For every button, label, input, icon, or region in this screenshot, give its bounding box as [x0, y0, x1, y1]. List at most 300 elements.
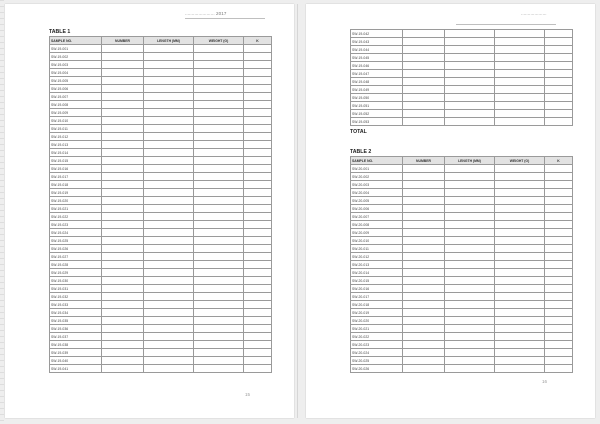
right-page — [306, 4, 595, 418]
table-cell — [244, 141, 272, 149]
table-cell — [194, 213, 244, 221]
table-cell — [545, 309, 573, 317]
table-cell — [244, 253, 272, 261]
table-cell — [244, 237, 272, 245]
table-cell — [403, 293, 445, 301]
table-cell — [102, 229, 144, 237]
table-cell — [102, 245, 144, 253]
table-cell — [194, 109, 244, 117]
table-cell — [445, 309, 495, 317]
table-cell — [144, 109, 194, 117]
table-cell: SW-19-052 — [351, 110, 403, 118]
table-row — [351, 349, 573, 357]
table-cell — [144, 45, 194, 53]
table-cell: SW-20-012 — [351, 253, 403, 261]
table-cell — [545, 54, 573, 62]
table-cell — [545, 46, 573, 54]
table-cell: SW-19-029 — [50, 269, 102, 277]
table-row — [351, 229, 573, 237]
table-cell: SW-19-011 — [50, 125, 102, 133]
table-row — [351, 317, 573, 325]
table-cell — [495, 349, 545, 357]
table-cell — [495, 285, 545, 293]
table-cell: SW-19-020 — [50, 197, 102, 205]
table-cell — [445, 365, 495, 373]
table-cell — [244, 309, 272, 317]
table-row — [50, 77, 272, 85]
table-cell — [194, 133, 244, 141]
table-cell: SW-19-013 — [50, 141, 102, 149]
table-cell — [495, 229, 545, 237]
table-cell: SW-20-019 — [351, 309, 403, 317]
table-cell — [495, 197, 545, 205]
table-cell — [194, 141, 244, 149]
table-cell: SW-20-002 — [351, 173, 403, 181]
table-cell: SW-20-015 — [351, 277, 403, 285]
table-cell — [102, 69, 144, 77]
table-cell: SW-19-046 — [351, 62, 403, 70]
table-cell: SW-19-044 — [351, 46, 403, 54]
table-cell — [403, 325, 445, 333]
table-cell — [495, 181, 545, 189]
table-cell — [144, 117, 194, 125]
table-cell: SW-19-033 — [50, 301, 102, 309]
table-cell — [102, 221, 144, 229]
table-cell — [194, 197, 244, 205]
table-cell — [244, 117, 272, 125]
table-row — [351, 253, 573, 261]
table-cell — [244, 293, 272, 301]
table-cell — [545, 237, 573, 245]
table-cell: SW-19-053 — [351, 118, 403, 126]
table-cell — [144, 173, 194, 181]
table-cell — [194, 165, 244, 173]
table-cell — [244, 301, 272, 309]
table-row — [50, 181, 272, 189]
table-cell — [445, 253, 495, 261]
page-number: 15 — [245, 392, 251, 397]
table-cell — [194, 253, 244, 261]
table-cell — [495, 245, 545, 253]
data-table-continued — [350, 29, 573, 126]
table-cell: SW-20-017 — [351, 293, 403, 301]
table-cell — [194, 157, 244, 165]
table-cell: SW-19-025 — [50, 237, 102, 245]
table-cell — [545, 285, 573, 293]
table-cell: SW-20-005 — [351, 197, 403, 205]
table-cell — [194, 277, 244, 285]
table-row — [50, 213, 272, 221]
table-cell — [545, 229, 573, 237]
table-cell — [244, 213, 272, 221]
table-cell: SW-19-028 — [50, 261, 102, 269]
running-header: ................... — [521, 11, 547, 16]
table-cell — [244, 261, 272, 269]
table-cell — [445, 269, 495, 277]
table-cell — [495, 261, 545, 269]
table-cell — [495, 110, 545, 118]
table-row — [50, 277, 272, 285]
table-cell — [445, 165, 495, 173]
table-cell — [403, 46, 445, 54]
table-cell — [244, 349, 272, 357]
table-cell — [403, 341, 445, 349]
table-cell — [194, 309, 244, 317]
table-cell — [194, 61, 244, 69]
table-cell: SW-19-014 — [50, 149, 102, 157]
table-cell — [194, 293, 244, 301]
table-cell — [495, 102, 545, 110]
table-row — [50, 245, 272, 253]
table-row — [50, 325, 272, 333]
table-cell: SW-19-047 — [351, 70, 403, 78]
table-cell — [403, 277, 445, 285]
table-cell: SW-19-001 — [50, 45, 102, 53]
table-cell — [403, 237, 445, 245]
table-row — [351, 221, 573, 229]
table-cell — [545, 261, 573, 269]
table-cell — [102, 53, 144, 61]
table-cell — [102, 317, 144, 325]
table-row — [50, 317, 272, 325]
table-cell: SW-20-021 — [351, 325, 403, 333]
table-cell — [495, 205, 545, 213]
table-cell: SW-19-024 — [50, 229, 102, 237]
table-cell — [102, 93, 144, 101]
table-cell — [495, 317, 545, 325]
table-cell: SW-20-003 — [351, 181, 403, 189]
table-cell — [144, 165, 194, 173]
table-row — [351, 62, 573, 70]
table-cell: SW-19-012 — [50, 133, 102, 141]
table-cell — [102, 341, 144, 349]
table-row — [50, 333, 272, 341]
table-cell — [144, 157, 194, 165]
table-cell — [144, 141, 194, 149]
table-cell — [102, 165, 144, 173]
table-cell — [403, 110, 445, 118]
table-row — [50, 165, 272, 173]
header-rule — [456, 24, 556, 25]
table-cell — [495, 78, 545, 86]
table-cell — [403, 181, 445, 189]
table-cell — [244, 53, 272, 61]
table-row — [50, 101, 272, 109]
table-cell — [244, 189, 272, 197]
table-row — [50, 189, 272, 197]
table-cell — [403, 285, 445, 293]
table-cell — [194, 237, 244, 245]
table-cell — [102, 325, 144, 333]
table-row — [50, 365, 272, 373]
table-cell — [403, 118, 445, 126]
table-cell: SW-19-045 — [351, 54, 403, 62]
table-row — [351, 118, 573, 126]
table-cell — [545, 317, 573, 325]
table-cell — [545, 110, 573, 118]
table-cell — [194, 245, 244, 253]
table-row — [351, 325, 573, 333]
table-cell — [244, 133, 272, 141]
table-cell — [545, 269, 573, 277]
table-row — [351, 86, 573, 94]
table-cell — [495, 341, 545, 349]
table-row — [50, 93, 272, 101]
table-cell — [445, 245, 495, 253]
table-cell — [102, 269, 144, 277]
table-row — [50, 149, 272, 157]
table-row — [50, 61, 272, 69]
table-cell — [144, 205, 194, 213]
table-cell — [144, 149, 194, 157]
table-cell — [545, 38, 573, 46]
table-cell: SW-19-015 — [50, 157, 102, 165]
table-cell — [445, 237, 495, 245]
table-cell — [495, 357, 545, 365]
table-cell: SW-19-034 — [50, 309, 102, 317]
table-cell — [495, 38, 545, 46]
table-row — [351, 213, 573, 221]
table-cell — [194, 45, 244, 53]
table-cell: SW-19-030 — [50, 277, 102, 285]
table-cell — [495, 189, 545, 197]
table-cell — [102, 253, 144, 261]
table-row — [50, 269, 272, 277]
table-cell — [495, 365, 545, 373]
table-cell — [102, 189, 144, 197]
table-cell: SW-20-013 — [351, 261, 403, 269]
table-cell — [244, 269, 272, 277]
table-cell — [495, 213, 545, 221]
table-cell — [144, 341, 194, 349]
table-cell — [495, 301, 545, 309]
table-cell — [445, 205, 495, 213]
table-cell — [244, 277, 272, 285]
table-cell — [244, 229, 272, 237]
table-cell — [102, 181, 144, 189]
table-row — [351, 301, 573, 309]
table-cell — [102, 365, 144, 373]
table-row — [50, 349, 272, 357]
table-row — [351, 46, 573, 54]
table-cell: SW-20-023 — [351, 341, 403, 349]
table-cell — [495, 237, 545, 245]
table-cell — [545, 70, 573, 78]
column-header: K — [244, 37, 272, 45]
table-cell — [244, 197, 272, 205]
table-row — [50, 45, 272, 53]
table-cell — [495, 253, 545, 261]
table-cell: SW-19-027 — [50, 253, 102, 261]
table-cell: SW-19-007 — [50, 93, 102, 101]
table-cell — [144, 69, 194, 77]
table-cell — [545, 221, 573, 229]
table-cell — [545, 277, 573, 285]
table-cell: SW-20-004 — [351, 189, 403, 197]
table-cell — [102, 125, 144, 133]
table-cell — [495, 46, 545, 54]
table-cell — [403, 70, 445, 78]
table-cell: SW-20-020 — [351, 317, 403, 325]
table-row — [50, 133, 272, 141]
table-cell — [445, 110, 495, 118]
table-cell: SW-20-018 — [351, 301, 403, 309]
table-cell — [244, 245, 272, 253]
table-cell — [244, 101, 272, 109]
table-cell — [144, 229, 194, 237]
table-cell — [144, 213, 194, 221]
table-cell — [403, 38, 445, 46]
table-cell — [144, 101, 194, 109]
table-cell: SW-20-009 — [351, 229, 403, 237]
table-cell — [545, 173, 573, 181]
table-cell — [144, 325, 194, 333]
table-cell — [102, 197, 144, 205]
table-cell — [445, 213, 495, 221]
table-cell — [144, 365, 194, 373]
table-cell: SW-19-049 — [351, 86, 403, 94]
table-cell — [244, 181, 272, 189]
table-row — [351, 205, 573, 213]
table-cell — [445, 70, 495, 78]
table-cell — [144, 221, 194, 229]
table-cell — [495, 173, 545, 181]
table-cell — [545, 357, 573, 365]
table-cell — [244, 69, 272, 77]
column-header: NUMBER — [102, 37, 144, 45]
table-cell — [495, 86, 545, 94]
table-cell — [194, 261, 244, 269]
table-cell: SW-19-006 — [50, 85, 102, 93]
table-cell — [445, 102, 495, 110]
table-cell — [144, 261, 194, 269]
table-row — [351, 245, 573, 253]
table-cell — [445, 118, 495, 126]
table-cell — [194, 229, 244, 237]
table-cell — [194, 341, 244, 349]
table-row — [50, 221, 272, 229]
table-row — [50, 141, 272, 149]
table-cell — [445, 357, 495, 365]
table-cell — [403, 261, 445, 269]
table-cell — [495, 30, 545, 38]
table-cell: SW-19-023 — [50, 221, 102, 229]
table-cell — [244, 149, 272, 157]
table-cell — [244, 125, 272, 133]
table-cell: SW-20-011 — [351, 245, 403, 253]
table-cell — [545, 197, 573, 205]
table-cell: SW-20-016 — [351, 285, 403, 293]
table-cell — [194, 85, 244, 93]
table-cell — [403, 94, 445, 102]
table-cell — [144, 237, 194, 245]
table-cell — [244, 317, 272, 325]
table-row — [50, 237, 272, 245]
table-cell: SW-19-043 — [351, 38, 403, 46]
table-cell — [403, 213, 445, 221]
table-cell — [194, 205, 244, 213]
table-cell: SW-19-016 — [50, 165, 102, 173]
table-row — [351, 94, 573, 102]
table-cell — [102, 109, 144, 117]
table-cell: SW-20-008 — [351, 221, 403, 229]
table-cell — [445, 46, 495, 54]
table-row — [351, 341, 573, 349]
table-cell: SW-19-035 — [50, 317, 102, 325]
table-cell — [144, 93, 194, 101]
table-cell — [244, 157, 272, 165]
table-cell — [445, 333, 495, 341]
table-cell — [403, 333, 445, 341]
table-cell: SW-19-010 — [50, 117, 102, 125]
table-row — [50, 341, 272, 349]
table-row — [351, 309, 573, 317]
table-cell — [495, 277, 545, 285]
table-cell — [403, 253, 445, 261]
table-row — [50, 117, 272, 125]
table-label: TABLE 1 — [49, 29, 71, 35]
table-cell: SW-19-003 — [50, 61, 102, 69]
table-row — [50, 293, 272, 301]
table-cell — [495, 293, 545, 301]
table-cell — [194, 349, 244, 357]
table-cell: SW-19-036 — [50, 325, 102, 333]
table-cell — [403, 357, 445, 365]
table-cell — [102, 101, 144, 109]
table-cell — [194, 181, 244, 189]
table-row — [50, 357, 272, 365]
table-row — [351, 333, 573, 341]
running-header: ...................... 2017 — [185, 11, 227, 16]
table-row — [50, 69, 272, 77]
table-cell — [545, 245, 573, 253]
table-cell — [244, 333, 272, 341]
table-cell — [445, 285, 495, 293]
page-edge-binding — [0, 0, 4, 424]
table-cell — [102, 333, 144, 341]
table-cell — [495, 165, 545, 173]
table-cell — [194, 357, 244, 365]
table-cell — [194, 93, 244, 101]
table-cell — [445, 277, 495, 285]
table-row — [50, 261, 272, 269]
table-cell: SW-20-022 — [351, 333, 403, 341]
table-row — [50, 229, 272, 237]
table-row — [351, 197, 573, 205]
table-cell — [144, 357, 194, 365]
table-cell — [495, 54, 545, 62]
table-cell: SW-19-021 — [50, 205, 102, 213]
table-cell — [403, 301, 445, 309]
table-cell — [102, 237, 144, 245]
table-cell — [244, 365, 272, 373]
table-cell — [545, 62, 573, 70]
table-cell — [102, 141, 144, 149]
table-cell — [545, 102, 573, 110]
table-cell — [144, 269, 194, 277]
table-cell — [403, 309, 445, 317]
data-table-left — [49, 36, 272, 373]
table-header-row — [50, 37, 272, 45]
table-row — [351, 269, 573, 277]
table-cell — [445, 173, 495, 181]
table-cell — [244, 173, 272, 181]
table-cell: SW-20-024 — [351, 349, 403, 357]
column-header: LENGTH (MM) — [144, 37, 194, 45]
table-cell — [445, 78, 495, 86]
table-cell — [495, 94, 545, 102]
table-header-row — [351, 157, 573, 165]
